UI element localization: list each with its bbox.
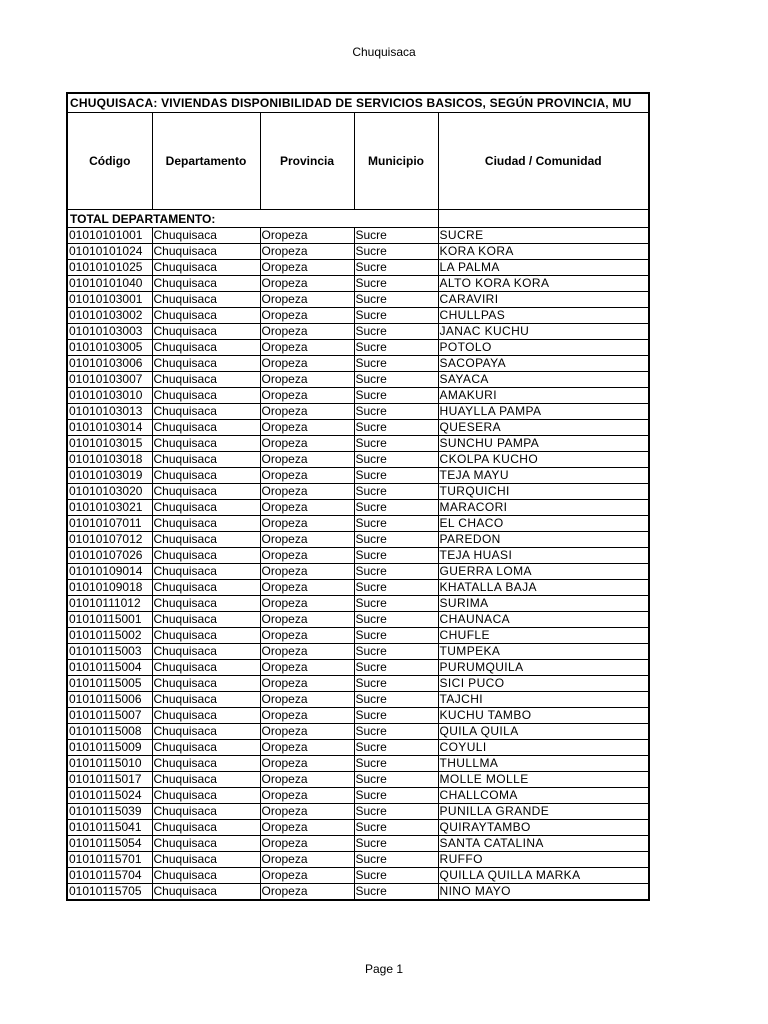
cell-provincia: Oropeza: [260, 724, 354, 740]
cell-departamento: Chuquisaca: [152, 788, 260, 804]
cell-codigo: 01010115041: [67, 820, 152, 836]
cell-municipio: Sucre: [354, 724, 438, 740]
cell-provincia: Oropeza: [260, 532, 354, 548]
cell-provincia: Oropeza: [260, 324, 354, 340]
cell-municipio: Sucre: [354, 820, 438, 836]
cell-municipio: Sucre: [354, 804, 438, 820]
cell-ciudad-comunidad: TUMPEKA: [438, 644, 649, 660]
cell-departamento: Chuquisaca: [152, 644, 260, 660]
table-row: [67, 244, 649, 260]
cell-codigo: 01010115701: [67, 852, 152, 868]
total-cell: [260, 210, 354, 228]
cell-municipio: Sucre: [354, 692, 438, 708]
table-row: [67, 340, 649, 356]
table-row: [67, 596, 649, 612]
column-header-row: [67, 113, 649, 210]
cell-provincia: Oropeza: [260, 276, 354, 292]
table-row: [67, 868, 649, 884]
cell-codigo: 01010109014: [67, 564, 152, 580]
cell-municipio: Sucre: [354, 612, 438, 628]
cell-municipio: Sucre: [354, 356, 438, 372]
column-header-codigo: Código: [67, 113, 152, 210]
cell-provincia: Oropeza: [260, 740, 354, 756]
cell-municipio: Sucre: [354, 644, 438, 660]
cell-codigo: 01010103015: [67, 436, 152, 452]
cell-municipio: Sucre: [354, 468, 438, 484]
cell-municipio: Sucre: [354, 372, 438, 388]
table-row: [67, 692, 649, 708]
page-footer: Page 1: [364, 962, 404, 976]
cell-municipio: Sucre: [354, 564, 438, 580]
cell-ciudad-comunidad: KHATALLA BAJA: [438, 580, 649, 596]
cell-provincia: Oropeza: [260, 548, 354, 564]
table-row: [67, 308, 649, 324]
cell-codigo: 01010115007: [67, 708, 152, 724]
cell-departamento: Chuquisaca: [152, 884, 260, 901]
cell-provincia: Oropeza: [260, 340, 354, 356]
cell-ciudad-comunidad: KUCHU TAMBO: [438, 708, 649, 724]
cell-municipio: Sucre: [354, 388, 438, 404]
cell-provincia: Oropeza: [260, 660, 354, 676]
cell-departamento: Chuquisaca: [152, 532, 260, 548]
cell-ciudad-comunidad: ALTO KORA KORA: [438, 276, 649, 292]
cell-ciudad-comunidad: HUAYLLA PAMPA: [438, 404, 649, 420]
cell-municipio: Sucre: [354, 580, 438, 596]
page-header: Chuquisaca: [352, 45, 416, 59]
cell-departamento: Chuquisaca: [152, 692, 260, 708]
cell-departamento: Chuquisaca: [152, 292, 260, 308]
cell-ciudad-comunidad: SUNCHU PAMPA: [438, 436, 649, 452]
cell-departamento: Chuquisaca: [152, 868, 260, 884]
cell-municipio: Sucre: [354, 452, 438, 468]
table-row: [67, 836, 649, 852]
cell-departamento: Chuquisaca: [152, 468, 260, 484]
cell-codigo: 01010101024: [67, 244, 152, 260]
cell-departamento: Chuquisaca: [152, 484, 260, 500]
cell-departamento: Chuquisaca: [152, 852, 260, 868]
cell-codigo: 01010103003: [67, 324, 152, 340]
cell-provincia: Oropeza: [260, 644, 354, 660]
table-row: [67, 724, 649, 740]
cell-codigo: 01010101001: [67, 228, 152, 244]
cell-departamento: Chuquisaca: [152, 260, 260, 276]
column-header-ciudad-comunidad: Ciudad / Comunidad: [438, 113, 649, 210]
cell-municipio: Sucre: [354, 308, 438, 324]
cell-municipio: Sucre: [354, 660, 438, 676]
cell-codigo: 01010111012: [67, 596, 152, 612]
cell-municipio: Sucre: [354, 628, 438, 644]
cell-departamento: Chuquisaca: [152, 564, 260, 580]
cell-municipio: Sucre: [354, 484, 438, 500]
cell-ciudad-comunidad: JANAC KUCHU: [438, 324, 649, 340]
cell-departamento: Chuquisaca: [152, 420, 260, 436]
cell-municipio: Sucre: [354, 276, 438, 292]
cell-departamento: Chuquisaca: [152, 756, 260, 772]
column-header-departamento: Departamento: [152, 113, 260, 210]
cell-provincia: Oropeza: [260, 756, 354, 772]
table-row: [67, 372, 649, 388]
cell-municipio: Sucre: [354, 548, 438, 564]
cell-municipio: Sucre: [354, 740, 438, 756]
cell-provincia: Oropeza: [260, 836, 354, 852]
table-row: [67, 612, 649, 628]
table-row: [67, 676, 649, 692]
cell-provincia: Oropeza: [260, 308, 354, 324]
cell-ciudad-comunidad: PAREDON: [438, 532, 649, 548]
cell-departamento: Chuquisaca: [152, 596, 260, 612]
cell-departamento: Chuquisaca: [152, 804, 260, 820]
cell-ciudad-comunidad: TURQUICHI: [438, 484, 649, 500]
cell-codigo: 01010103007: [67, 372, 152, 388]
cell-departamento: Chuquisaca: [152, 548, 260, 564]
cell-codigo: 01010115008: [67, 724, 152, 740]
cell-codigo: 01010115006: [67, 692, 152, 708]
cell-codigo: 01010101025: [67, 260, 152, 276]
cell-municipio: Sucre: [354, 500, 438, 516]
column-header-municipio: Municipio: [354, 113, 438, 210]
cell-codigo: 01010103001: [67, 292, 152, 308]
cell-ciudad-comunidad: CHUFLE: [438, 628, 649, 644]
cell-departamento: Chuquisaca: [152, 404, 260, 420]
cell-provincia: Oropeza: [260, 788, 354, 804]
cell-departamento: Chuquisaca: [152, 452, 260, 468]
cell-municipio: Sucre: [354, 596, 438, 612]
table-row: [67, 804, 649, 820]
cell-provincia: Oropeza: [260, 244, 354, 260]
data-table: [66, 92, 650, 901]
cell-codigo: 01010115024: [67, 788, 152, 804]
cell-municipio: Sucre: [354, 244, 438, 260]
total-cell: [354, 210, 438, 228]
table-body: [67, 228, 649, 901]
cell-provincia: Oropeza: [260, 388, 354, 404]
table-row: [67, 772, 649, 788]
table-row: [67, 708, 649, 724]
cell-codigo: 01010103010: [67, 388, 152, 404]
total-cell: [438, 210, 649, 228]
cell-codigo: 01010103019: [67, 468, 152, 484]
cell-municipio: Sucre: [354, 404, 438, 420]
cell-codigo: 01010103013: [67, 404, 152, 420]
cell-provincia: Oropeza: [260, 820, 354, 836]
cell-provincia: Oropeza: [260, 612, 354, 628]
table-row: [67, 260, 649, 276]
cell-departamento: Chuquisaca: [152, 660, 260, 676]
cell-departamento: Chuquisaca: [152, 612, 260, 628]
cell-provincia: Oropeza: [260, 420, 354, 436]
cell-ciudad-comunidad: SICI PUCO: [438, 676, 649, 692]
cell-codigo: 01010103014: [67, 420, 152, 436]
cell-codigo: 01010103002: [67, 308, 152, 324]
cell-provincia: Oropeza: [260, 708, 354, 724]
table-row: [67, 660, 649, 676]
table-row: [67, 324, 649, 340]
cell-codigo: 01010115004: [67, 660, 152, 676]
cell-departamento: Chuquisaca: [152, 388, 260, 404]
cell-departamento: Chuquisaca: [152, 340, 260, 356]
cell-departamento: Chuquisaca: [152, 708, 260, 724]
table-row: [67, 548, 649, 564]
cell-departamento: Chuquisaca: [152, 356, 260, 372]
cell-provincia: Oropeza: [260, 692, 354, 708]
table-row: [67, 756, 649, 772]
spreadsheet-sheet: [66, 92, 648, 901]
cell-codigo: 01010103005: [67, 340, 152, 356]
cell-departamento: Chuquisaca: [152, 276, 260, 292]
cell-municipio: Sucre: [354, 788, 438, 804]
cell-ciudad-comunidad: COYULI: [438, 740, 649, 756]
total-label: TOTAL DEPARTAMENTO:: [67, 210, 260, 228]
table-row: [67, 788, 649, 804]
cell-ciudad-comunidad: CKOLPA KUCHO: [438, 452, 649, 468]
cell-codigo: 01010109018: [67, 580, 152, 596]
cell-codigo: 01010107011: [67, 516, 152, 532]
cell-provincia: Oropeza: [260, 500, 354, 516]
cell-municipio: Sucre: [354, 516, 438, 532]
cell-provincia: Oropeza: [260, 804, 354, 820]
cell-departamento: Chuquisaca: [152, 436, 260, 452]
table-row: [67, 420, 649, 436]
cell-codigo: 01010115001: [67, 612, 152, 628]
cell-ciudad-comunidad: TEJA MAYU: [438, 468, 649, 484]
cell-departamento: Chuquisaca: [152, 836, 260, 852]
cell-provincia: Oropeza: [260, 292, 354, 308]
cell-ciudad-comunidad: CHAUNACA: [438, 612, 649, 628]
cell-ciudad-comunidad: CHALLCOMA: [438, 788, 649, 804]
cell-provincia: Oropeza: [260, 372, 354, 388]
cell-ciudad-comunidad: EL CHACO: [438, 516, 649, 532]
cell-provincia: Oropeza: [260, 404, 354, 420]
cell-ciudad-comunidad: GUERRA LOMA: [438, 564, 649, 580]
cell-municipio: Sucre: [354, 340, 438, 356]
cell-ciudad-comunidad: QUIRAYTAMBO: [438, 820, 649, 836]
cell-codigo: 01010107026: [67, 548, 152, 564]
cell-provincia: Oropeza: [260, 356, 354, 372]
table-row: [67, 820, 649, 836]
cell-departamento: Chuquisaca: [152, 372, 260, 388]
cell-codigo: 01010103006: [67, 356, 152, 372]
cell-provincia: Oropeza: [260, 452, 354, 468]
table-row: [67, 564, 649, 580]
cell-ciudad-comunidad: CHULLPAS: [438, 308, 649, 324]
cell-ciudad-comunidad: NINO MAYO: [438, 884, 649, 901]
cell-municipio: Sucre: [354, 772, 438, 788]
cell-ciudad-comunidad: THULLMA: [438, 756, 649, 772]
cell-provincia: Oropeza: [260, 436, 354, 452]
cell-departamento: Chuquisaca: [152, 740, 260, 756]
cell-provincia: Oropeza: [260, 484, 354, 500]
cell-provincia: Oropeza: [260, 516, 354, 532]
cell-ciudad-comunidad: MOLLE MOLLE: [438, 772, 649, 788]
cell-provincia: Oropeza: [260, 852, 354, 868]
table-row: [67, 468, 649, 484]
cell-ciudad-comunidad: PUNILLA GRANDE: [438, 804, 649, 820]
cell-ciudad-comunidad: TAJCHI: [438, 692, 649, 708]
cell-municipio: Sucre: [354, 228, 438, 244]
table-row: [67, 436, 649, 452]
cell-ciudad-comunidad: PURUMQUILA: [438, 660, 649, 676]
cell-ciudad-comunidad: QUILA QUILA: [438, 724, 649, 740]
cell-codigo: 01010115704: [67, 868, 152, 884]
table-row: [67, 500, 649, 516]
cell-ciudad-comunidad: SACOPAYA: [438, 356, 649, 372]
table-row: [67, 292, 649, 308]
table-row: [67, 628, 649, 644]
cell-provincia: Oropeza: [260, 772, 354, 788]
cell-codigo: 01010115009: [67, 740, 152, 756]
column-header-provincia: Provincia: [260, 113, 354, 210]
table-row: [67, 740, 649, 756]
cell-departamento: Chuquisaca: [152, 324, 260, 340]
table-title: CHUQUISACA: VIVIENDAS DISPONIBILIDAD DE SERVICIOS BASICOS, SEGÚN PROVINCIA, MU: [67, 93, 649, 113]
cell-ciudad-comunidad: MARACORI: [438, 500, 649, 516]
cell-codigo: 01010107012: [67, 532, 152, 548]
cell-municipio: Sucre: [354, 852, 438, 868]
cell-ciudad-comunidad: AMAKURI: [438, 388, 649, 404]
cell-ciudad-comunidad: POTOLO: [438, 340, 649, 356]
cell-provincia: Oropeza: [260, 580, 354, 596]
cell-codigo: 01010101040: [67, 276, 152, 292]
cell-departamento: Chuquisaca: [152, 676, 260, 692]
cell-codigo: 01010103020: [67, 484, 152, 500]
cell-codigo: 01010115039: [67, 804, 152, 820]
cell-municipio: Sucre: [354, 260, 438, 276]
cell-codigo: 01010115005: [67, 676, 152, 692]
cell-codigo: 01010115002: [67, 628, 152, 644]
cell-ciudad-comunidad: RUFFO: [438, 852, 649, 868]
table-row: [67, 884, 649, 901]
cell-departamento: Chuquisaca: [152, 500, 260, 516]
table-row: [67, 516, 649, 532]
cell-provincia: Oropeza: [260, 596, 354, 612]
cell-municipio: Sucre: [354, 756, 438, 772]
cell-provincia: Oropeza: [260, 564, 354, 580]
cell-municipio: Sucre: [354, 292, 438, 308]
cell-provincia: Oropeza: [260, 260, 354, 276]
cell-ciudad-comunidad: LA PALMA: [438, 260, 649, 276]
cell-departamento: Chuquisaca: [152, 516, 260, 532]
table-row: [67, 388, 649, 404]
table-row: [67, 228, 649, 244]
cell-codigo: 01010115017: [67, 772, 152, 788]
total-row: [67, 210, 649, 228]
table-row: [67, 852, 649, 868]
cell-ciudad-comunidad: SUCRE: [438, 228, 649, 244]
cell-municipio: Sucre: [354, 868, 438, 884]
cell-ciudad-comunidad: QUILLA QUILLA MARKA: [438, 868, 649, 884]
cell-provincia: Oropeza: [260, 468, 354, 484]
cell-municipio: Sucre: [354, 324, 438, 340]
table-row: [67, 532, 649, 548]
cell-municipio: Sucre: [354, 708, 438, 724]
cell-departamento: Chuquisaca: [152, 772, 260, 788]
cell-municipio: Sucre: [354, 532, 438, 548]
cell-provincia: Oropeza: [260, 628, 354, 644]
table-row: [67, 404, 649, 420]
cell-departamento: Chuquisaca: [152, 820, 260, 836]
cell-codigo: 01010115705: [67, 884, 152, 901]
cell-departamento: Chuquisaca: [152, 244, 260, 260]
cell-codigo: 01010103018: [67, 452, 152, 468]
cell-codigo: 01010115054: [67, 836, 152, 852]
table-row: [67, 484, 649, 500]
cell-codigo: 01010115010: [67, 756, 152, 772]
table-row: [67, 452, 649, 468]
cell-municipio: Sucre: [354, 420, 438, 436]
cell-ciudad-comunidad: SAYACA: [438, 372, 649, 388]
table-row: [67, 644, 649, 660]
table-row: [67, 276, 649, 292]
cell-municipio: Sucre: [354, 676, 438, 692]
table-row: [67, 580, 649, 596]
cell-codigo: 01010115003: [67, 644, 152, 660]
cell-provincia: Oropeza: [260, 676, 354, 692]
cell-ciudad-comunidad: TEJA HUASI: [438, 548, 649, 564]
cell-codigo: 01010103021: [67, 500, 152, 516]
cell-departamento: Chuquisaca: [152, 580, 260, 596]
cell-departamento: Chuquisaca: [152, 228, 260, 244]
cell-ciudad-comunidad: SURIMA: [438, 596, 649, 612]
cell-ciudad-comunidad: KORA KORA: [438, 244, 649, 260]
cell-municipio: Sucre: [354, 884, 438, 901]
cell-provincia: Oropeza: [260, 868, 354, 884]
cell-municipio: Sucre: [354, 436, 438, 452]
cell-ciudad-comunidad: SANTA CATALINA: [438, 836, 649, 852]
cell-provincia: Oropeza: [260, 884, 354, 901]
table-row: [67, 356, 649, 372]
cell-provincia: Oropeza: [260, 228, 354, 244]
cell-municipio: Sucre: [354, 836, 438, 852]
cell-departamento: Chuquisaca: [152, 308, 260, 324]
cell-ciudad-comunidad: CARAVIRI: [438, 292, 649, 308]
cell-departamento: Chuquisaca: [152, 724, 260, 740]
cell-ciudad-comunidad: QUESERA: [438, 420, 649, 436]
cell-departamento: Chuquisaca: [152, 628, 260, 644]
